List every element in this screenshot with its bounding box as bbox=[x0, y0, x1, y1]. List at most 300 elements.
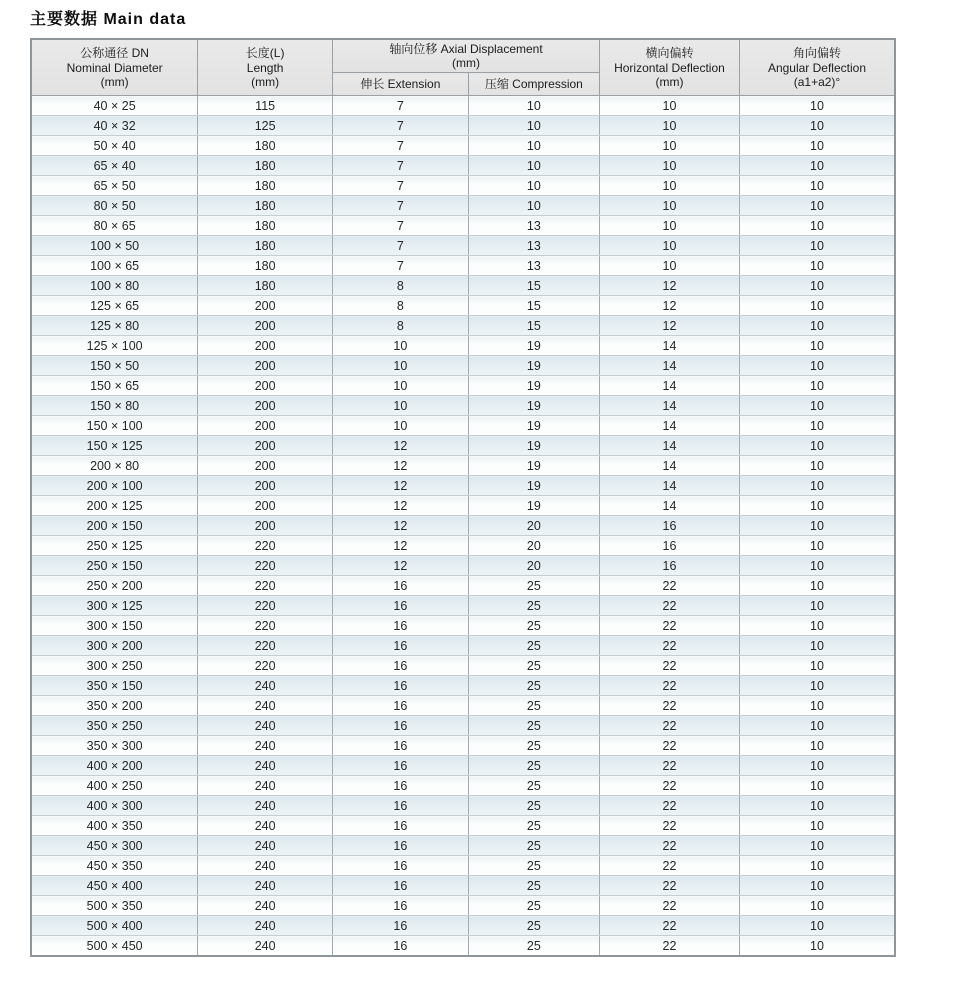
table-row bbox=[31, 676, 895, 696]
table-cell: 150 × 100 bbox=[31, 416, 198, 436]
table-cell: 100 × 65 bbox=[31, 256, 198, 276]
table-cell: 12 bbox=[333, 476, 469, 496]
table-cell: 10 bbox=[739, 296, 895, 316]
table-cell: 22 bbox=[599, 576, 739, 596]
table-cell: 12 bbox=[599, 276, 739, 296]
table-cell: 10 bbox=[739, 636, 895, 656]
table-row bbox=[31, 476, 895, 496]
table-cell: 240 bbox=[198, 736, 333, 756]
table-cell: 180 bbox=[198, 136, 333, 156]
table-cell: 10 bbox=[739, 656, 895, 676]
table-cell: 10 bbox=[739, 696, 895, 716]
table-cell: 7 bbox=[333, 176, 469, 196]
table-cell: 400 × 200 bbox=[31, 756, 198, 776]
table-cell: 25 bbox=[468, 756, 599, 776]
table-cell: 10 bbox=[739, 756, 895, 776]
table-cell: 200 × 80 bbox=[31, 456, 198, 476]
table-cell: 125 × 100 bbox=[31, 336, 198, 356]
header-line: (mm) bbox=[100, 74, 129, 89]
table-cell: 125 × 80 bbox=[31, 316, 198, 336]
table-cell: 19 bbox=[468, 396, 599, 416]
table-cell: 16 bbox=[333, 816, 469, 836]
table-row bbox=[31, 316, 895, 336]
table-cell: 240 bbox=[198, 776, 333, 796]
table-cell: 10 bbox=[599, 136, 739, 156]
table-row bbox=[31, 336, 895, 356]
table-cell: 7 bbox=[333, 216, 469, 236]
table-cell: 16 bbox=[333, 856, 469, 876]
table-cell: 220 bbox=[198, 616, 333, 636]
table-row bbox=[31, 556, 895, 576]
table-cell: 22 bbox=[599, 816, 739, 836]
table-cell: 25 bbox=[468, 576, 599, 596]
table-row bbox=[31, 776, 895, 796]
header-angular-deflection bbox=[739, 39, 895, 96]
table-row bbox=[31, 196, 895, 216]
table-cell: 240 bbox=[198, 896, 333, 916]
table-cell: 15 bbox=[468, 276, 599, 296]
table-cell: 22 bbox=[599, 736, 739, 756]
table-cell: 50 × 40 bbox=[31, 136, 198, 156]
table-row bbox=[31, 916, 895, 936]
table-cell: 25 bbox=[468, 856, 599, 876]
table-cell: 220 bbox=[198, 576, 333, 596]
table-cell: 16 bbox=[333, 676, 469, 696]
table-row bbox=[31, 936, 895, 956]
table-cell: 10 bbox=[739, 836, 895, 856]
header-line: (mm) bbox=[251, 74, 280, 89]
table-cell: 300 × 125 bbox=[31, 596, 198, 616]
table-cell: 500 × 450 bbox=[31, 936, 198, 956]
table-cell: 16 bbox=[333, 736, 469, 756]
table-cell: 10 bbox=[739, 336, 895, 356]
table-cell: 10 bbox=[739, 716, 895, 736]
table-cell: 10 bbox=[739, 796, 895, 816]
table-cell: 16 bbox=[333, 656, 469, 676]
table-cell: 19 bbox=[468, 476, 599, 496]
table-cell: 10 bbox=[739, 116, 895, 136]
table-cell: 16 bbox=[599, 536, 739, 556]
table-cell: 80 × 50 bbox=[31, 196, 198, 216]
table-cell: 10 bbox=[739, 376, 895, 396]
table-cell: 25 bbox=[468, 876, 599, 896]
table-cell: 15 bbox=[468, 316, 599, 336]
table-cell: 25 bbox=[468, 796, 599, 816]
table-cell: 14 bbox=[599, 496, 739, 516]
table-cell: 150 × 125 bbox=[31, 436, 198, 456]
table-row bbox=[31, 276, 895, 296]
table-cell: 25 bbox=[468, 676, 599, 696]
table-cell: 300 × 200 bbox=[31, 636, 198, 656]
table-cell: 200 bbox=[198, 376, 333, 396]
table-cell: 10 bbox=[739, 896, 895, 916]
table-row bbox=[31, 856, 895, 876]
table-cell: 180 bbox=[198, 236, 333, 256]
table-cell: 400 × 250 bbox=[31, 776, 198, 796]
table-cell: 20 bbox=[468, 516, 599, 536]
table-cell: 25 bbox=[468, 916, 599, 936]
header-line: (mm) bbox=[655, 74, 684, 89]
table-cell: 40 × 25 bbox=[31, 96, 198, 116]
table-cell: 200 bbox=[198, 396, 333, 416]
table-header bbox=[31, 39, 895, 96]
table-cell: 14 bbox=[599, 456, 739, 476]
header-line: 角向偏转 bbox=[792, 46, 841, 61]
table-row bbox=[31, 616, 895, 636]
table-row bbox=[31, 156, 895, 176]
table-cell: 10 bbox=[739, 936, 895, 956]
table-cell: 8 bbox=[333, 316, 469, 336]
table-cell: 10 bbox=[468, 156, 599, 176]
table-row bbox=[31, 296, 895, 316]
table-row bbox=[31, 176, 895, 196]
table-cell: 240 bbox=[198, 916, 333, 936]
table-row bbox=[31, 836, 895, 856]
table-cell: 220 bbox=[198, 636, 333, 656]
table-cell: 7 bbox=[333, 256, 469, 276]
table-cell: 65 × 50 bbox=[31, 176, 198, 196]
table-cell: 450 × 400 bbox=[31, 876, 198, 896]
table-cell: 25 bbox=[468, 736, 599, 756]
table-cell: 350 × 250 bbox=[31, 716, 198, 736]
table-cell: 350 × 150 bbox=[31, 676, 198, 696]
table-cell: 22 bbox=[599, 636, 739, 656]
table-cell: 10 bbox=[739, 136, 895, 156]
table-cell: 10 bbox=[468, 96, 599, 116]
table-cell: 19 bbox=[468, 376, 599, 396]
table-cell: 10 bbox=[333, 416, 469, 436]
table-cell: 10 bbox=[739, 556, 895, 576]
table-cell: 10 bbox=[739, 676, 895, 696]
table-cell: 10 bbox=[739, 876, 895, 896]
table-cell: 22 bbox=[599, 696, 739, 716]
table-cell: 16 bbox=[333, 936, 469, 956]
main-data-table bbox=[30, 38, 896, 957]
table-cell: 350 × 200 bbox=[31, 696, 198, 716]
table-cell: 22 bbox=[599, 876, 739, 896]
table-row bbox=[31, 216, 895, 236]
table-cell: 450 × 300 bbox=[31, 836, 198, 856]
table-cell: 12 bbox=[333, 436, 469, 456]
table-cell: 19 bbox=[468, 416, 599, 436]
table-cell: 22 bbox=[599, 836, 739, 856]
table-cell: 10 bbox=[333, 376, 469, 396]
header-horizontal-deflection bbox=[599, 39, 739, 96]
header-line: Horizontal Deflection bbox=[614, 60, 725, 75]
table-cell: 10 bbox=[739, 856, 895, 876]
table-cell: 250 × 200 bbox=[31, 576, 198, 596]
table-cell: 7 bbox=[333, 96, 469, 116]
table-cell: 16 bbox=[333, 636, 469, 656]
table-cell: 240 bbox=[198, 716, 333, 736]
table-cell: 22 bbox=[599, 896, 739, 916]
table-cell: 240 bbox=[198, 856, 333, 876]
table-cell: 10 bbox=[739, 236, 895, 256]
table-cell: 19 bbox=[468, 436, 599, 456]
table-cell: 10 bbox=[739, 96, 895, 116]
table-cell: 240 bbox=[198, 796, 333, 816]
table-cell: 150 × 65 bbox=[31, 376, 198, 396]
table-cell: 10 bbox=[468, 176, 599, 196]
table-cell: 25 bbox=[468, 896, 599, 916]
table-row bbox=[31, 876, 895, 896]
table-cell: 12 bbox=[333, 496, 469, 516]
table-row bbox=[31, 696, 895, 716]
table-cell: 200 × 150 bbox=[31, 516, 198, 536]
header-axial-displacement-group bbox=[333, 39, 600, 73]
table-cell: 7 bbox=[333, 116, 469, 136]
table-cell: 400 × 350 bbox=[31, 816, 198, 836]
table-cell: 200 bbox=[198, 436, 333, 456]
table-cell: 200 bbox=[198, 316, 333, 336]
table-cell: 10 bbox=[739, 396, 895, 416]
table-cell: 220 bbox=[198, 596, 333, 616]
table-cell: 22 bbox=[599, 756, 739, 776]
table-cell: 22 bbox=[599, 776, 739, 796]
table-cell: 10 bbox=[599, 216, 739, 236]
table-cell: 7 bbox=[333, 156, 469, 176]
header-line: Length bbox=[246, 60, 284, 75]
table-cell: 10 bbox=[739, 596, 895, 616]
table-cell: 14 bbox=[599, 436, 739, 456]
table-cell: 350 × 300 bbox=[31, 736, 198, 756]
table-cell: 16 bbox=[333, 796, 469, 816]
table-cell: 7 bbox=[333, 196, 469, 216]
table-cell: 10 bbox=[468, 196, 599, 216]
table-cell: 10 bbox=[468, 116, 599, 136]
table-cell: 16 bbox=[333, 896, 469, 916]
table-cell: 10 bbox=[599, 196, 739, 216]
table-row bbox=[31, 896, 895, 916]
table-cell: 220 bbox=[198, 556, 333, 576]
table-cell: 240 bbox=[198, 936, 333, 956]
table-cell: 10 bbox=[739, 216, 895, 236]
table-cell: 200 bbox=[198, 456, 333, 476]
table-row bbox=[31, 416, 895, 436]
table-row bbox=[31, 116, 895, 136]
table-cell: 16 bbox=[333, 776, 469, 796]
table-row bbox=[31, 436, 895, 456]
table-cell: 10 bbox=[599, 236, 739, 256]
table-cell: 10 bbox=[739, 736, 895, 756]
table-cell: 22 bbox=[599, 616, 739, 636]
table-cell: 180 bbox=[198, 196, 333, 216]
table-cell: 200 bbox=[198, 476, 333, 496]
table-cell: 400 × 300 bbox=[31, 796, 198, 816]
table-cell: 10 bbox=[739, 916, 895, 936]
table-cell: 10 bbox=[599, 176, 739, 196]
table-cell: 10 bbox=[739, 576, 895, 596]
table-row bbox=[31, 636, 895, 656]
table-cell: 12 bbox=[333, 516, 469, 536]
table-cell: 10 bbox=[599, 116, 739, 136]
table-cell: 12 bbox=[333, 536, 469, 556]
table-row bbox=[31, 536, 895, 556]
table-cell: 150 × 50 bbox=[31, 356, 198, 376]
table-cell: 25 bbox=[468, 696, 599, 716]
header-line: Nominal Diameter bbox=[66, 60, 163, 75]
table-row bbox=[31, 736, 895, 756]
table-row bbox=[31, 496, 895, 516]
table-cell: 220 bbox=[198, 536, 333, 556]
table-row bbox=[31, 656, 895, 676]
table-cell: 10 bbox=[599, 96, 739, 116]
table-cell: 180 bbox=[198, 256, 333, 276]
table-cell: 240 bbox=[198, 836, 333, 856]
table-cell: 16 bbox=[333, 596, 469, 616]
table-cell: 10 bbox=[739, 196, 895, 216]
table-cell: 20 bbox=[468, 556, 599, 576]
header-extension: 伸长 Extension bbox=[333, 73, 469, 96]
table-cell: 22 bbox=[599, 656, 739, 676]
table-row bbox=[31, 596, 895, 616]
table-cell: 240 bbox=[198, 756, 333, 776]
table-cell: 19 bbox=[468, 456, 599, 476]
header-line: 长度(L) bbox=[245, 46, 285, 61]
table-cell: 180 bbox=[198, 276, 333, 296]
page-title: 主要数据 Main data bbox=[30, 11, 187, 28]
table-cell: 10 bbox=[599, 156, 739, 176]
table-cell: 10 bbox=[333, 336, 469, 356]
table-row bbox=[31, 756, 895, 776]
table-row bbox=[31, 136, 895, 156]
table-cell: 22 bbox=[599, 936, 739, 956]
table-cell: 13 bbox=[468, 236, 599, 256]
header-line: (a1+a2)° bbox=[793, 74, 841, 89]
table-cell: 240 bbox=[198, 676, 333, 696]
table-row bbox=[31, 456, 895, 476]
table-cell: 200 bbox=[198, 516, 333, 536]
table-cell: 500 × 350 bbox=[31, 896, 198, 916]
table-cell: 180 bbox=[198, 216, 333, 236]
table-row bbox=[31, 96, 895, 116]
table-cell: 16 bbox=[333, 916, 469, 936]
table-cell: 22 bbox=[599, 716, 739, 736]
table-cell: 25 bbox=[468, 596, 599, 616]
table-cell: 15 bbox=[468, 296, 599, 316]
table-cell: 10 bbox=[333, 356, 469, 376]
table-cell: 16 bbox=[333, 716, 469, 736]
table-cell: 12 bbox=[333, 456, 469, 476]
table-cell: 65 × 40 bbox=[31, 156, 198, 176]
table-cell: 13 bbox=[468, 256, 599, 276]
table-cell: 22 bbox=[599, 676, 739, 696]
table-row bbox=[31, 716, 895, 736]
table-cell: 25 bbox=[468, 836, 599, 856]
table-row bbox=[31, 256, 895, 276]
table-body bbox=[31, 96, 895, 956]
table-cell: 180 bbox=[198, 156, 333, 176]
table-cell: 200 × 125 bbox=[31, 496, 198, 516]
table-cell: 14 bbox=[599, 376, 739, 396]
header-compression: 压缩 Compression bbox=[468, 73, 599, 96]
table-cell: 7 bbox=[333, 136, 469, 156]
table-row bbox=[31, 356, 895, 376]
table-cell: 14 bbox=[599, 336, 739, 356]
table-row bbox=[31, 816, 895, 836]
table-cell: 100 × 50 bbox=[31, 236, 198, 256]
table-cell: 14 bbox=[599, 396, 739, 416]
table-cell: 25 bbox=[468, 616, 599, 636]
table-cell: 250 × 150 bbox=[31, 556, 198, 576]
table-cell: 10 bbox=[468, 136, 599, 156]
table-cell: 10 bbox=[739, 156, 895, 176]
table-cell: 300 × 150 bbox=[31, 616, 198, 636]
table-cell: 25 bbox=[468, 776, 599, 796]
table-cell: 12 bbox=[333, 556, 469, 576]
table-cell: 500 × 400 bbox=[31, 916, 198, 936]
table-cell: 10 bbox=[739, 176, 895, 196]
table-cell: 10 bbox=[739, 276, 895, 296]
table-cell: 200 × 100 bbox=[31, 476, 198, 496]
table-cell: 7 bbox=[333, 236, 469, 256]
table-cell: 14 bbox=[599, 476, 739, 496]
table-cell: 125 × 65 bbox=[31, 296, 198, 316]
table-cell: 16 bbox=[599, 556, 739, 576]
table-cell: 10 bbox=[739, 816, 895, 836]
table-cell: 22 bbox=[599, 916, 739, 936]
table-cell: 25 bbox=[468, 816, 599, 836]
table-cell: 150 × 80 bbox=[31, 396, 198, 416]
table-cell: 240 bbox=[198, 816, 333, 836]
table-cell: 10 bbox=[739, 516, 895, 536]
table-cell: 10 bbox=[739, 476, 895, 496]
table-cell: 450 × 350 bbox=[31, 856, 198, 876]
table-cell: 13 bbox=[468, 216, 599, 236]
header-line: 横向偏转 bbox=[645, 46, 694, 61]
table-cell: 20 bbox=[468, 536, 599, 556]
table-cell: 22 bbox=[599, 796, 739, 816]
table-row bbox=[31, 516, 895, 536]
table-cell: 16 bbox=[333, 616, 469, 636]
table-cell: 100 × 80 bbox=[31, 276, 198, 296]
table-cell: 220 bbox=[198, 656, 333, 676]
table-cell: 115 bbox=[198, 96, 333, 116]
table-cell: 19 bbox=[468, 496, 599, 516]
table-row bbox=[31, 576, 895, 596]
table-cell: 8 bbox=[333, 276, 469, 296]
table-cell: 14 bbox=[599, 416, 739, 436]
table-cell: 16 bbox=[333, 836, 469, 856]
table-cell: 40 × 32 bbox=[31, 116, 198, 136]
table-cell: 25 bbox=[468, 716, 599, 736]
table-cell: 10 bbox=[599, 256, 739, 276]
table-cell: 12 bbox=[599, 296, 739, 316]
table-cell: 10 bbox=[739, 356, 895, 376]
table-cell: 10 bbox=[739, 776, 895, 796]
table-cell: 10 bbox=[739, 456, 895, 476]
table-cell: 8 bbox=[333, 296, 469, 316]
table-cell: 25 bbox=[468, 636, 599, 656]
table-cell: 300 × 250 bbox=[31, 656, 198, 676]
table-cell: 10 bbox=[739, 416, 895, 436]
table-cell: 80 × 65 bbox=[31, 216, 198, 236]
table-cell: 240 bbox=[198, 696, 333, 716]
table-cell: 200 bbox=[198, 496, 333, 516]
table-cell: 250 × 125 bbox=[31, 536, 198, 556]
table-cell: 16 bbox=[333, 576, 469, 596]
table-cell: 10 bbox=[739, 496, 895, 516]
table-cell: 10 bbox=[739, 436, 895, 456]
table-cell: 22 bbox=[599, 596, 739, 616]
table-cell: 19 bbox=[468, 336, 599, 356]
header-line: Angular Deflection bbox=[767, 60, 866, 75]
table-cell: 10 bbox=[739, 616, 895, 636]
table-cell: 16 bbox=[599, 516, 739, 536]
table-cell: 200 bbox=[198, 356, 333, 376]
table-cell: 25 bbox=[468, 656, 599, 676]
table-cell: 10 bbox=[333, 396, 469, 416]
